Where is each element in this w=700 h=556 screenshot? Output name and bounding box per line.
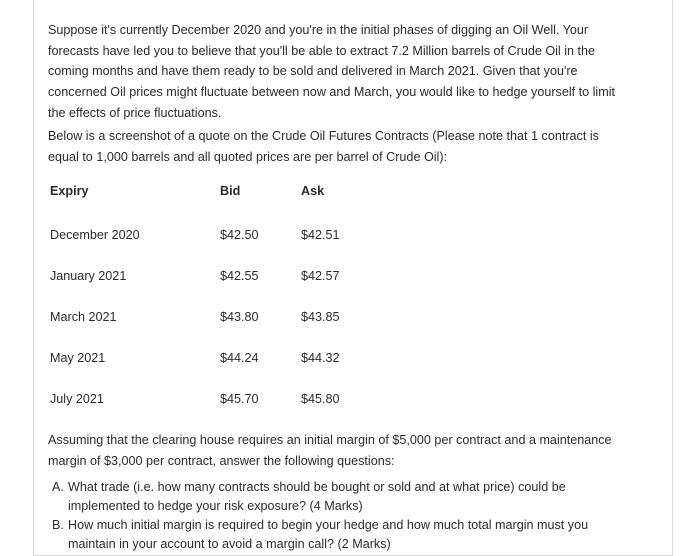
question-list — [48, 478, 628, 554]
table-cell-ask: $45.80 — [301, 392, 340, 406]
header-expiry: Expiry — [50, 184, 89, 198]
quote-intro-paragraph: Below is a screenshot of a quote on the Crude Oil Futures Contracts (Please note that 1 contract is equal to 1,000 barrels and all quoted prices are per barrel of Crude Oil): — [48, 129, 599, 164]
table-cell-expiry: March 2021 — [50, 310, 117, 324]
margin-paragraph: Assuming that the clearing house requires an initial margin of $5,000 per contract and a maintenance margin of $3,000 per contract, answer the following questions: — [48, 433, 612, 468]
table-cell-ask: $43.85 — [301, 310, 340, 324]
question-marker: A. — [52, 480, 64, 494]
table-cell-bid: $45.70 — [220, 392, 259, 406]
table-cell-bid: $44.24 — [220, 351, 259, 365]
list-item — [48, 478, 628, 516]
question-text: What trade (i.e. how many contracts should be bought or sold and at what price) could be implemented to hedge your risk exposure? (4 Marks) — [68, 480, 566, 513]
table-cell-expiry: May 2021 — [50, 351, 106, 365]
table-cell-expiry: December 2020 — [50, 228, 140, 242]
question-marker: B. — [52, 518, 64, 532]
question-text: How much initial margin is required to begin your hedge and how much total margin must you maintain in your account to avoid a margin call? (2 Marks) — [68, 518, 589, 551]
table-cell-ask: $42.57 — [301, 269, 340, 283]
table-cell-bid: $42.50 — [220, 228, 259, 242]
intro-paragraph: Suppose it's currently December 2020 and you're in the initial phases of digging an Oil Well. Your forecasts have led you to believe that you'll be able to extract 7.2 Million barrels of Crude Oil in the coming months and have them ready to be sold and delivered in March 2021. Given that you're concerned Oil prices might fluctuate between now and March, you would like to hedge yourself to limit the effects of price fluctuations. — [48, 23, 616, 120]
header-bid: Bid — [220, 184, 241, 198]
table-cell-bid: $43.80 — [220, 310, 259, 324]
table-cell-expiry: January 2021 — [50, 269, 127, 283]
table-cell-bid: $42.55 — [220, 269, 259, 283]
list-item — [48, 516, 628, 554]
header-ask: Ask — [301, 184, 325, 198]
table-cell-expiry: July 2021 — [50, 392, 104, 406]
table-cell-ask: $42.51 — [301, 228, 340, 242]
table-cell-ask: $44.32 — [301, 351, 340, 365]
